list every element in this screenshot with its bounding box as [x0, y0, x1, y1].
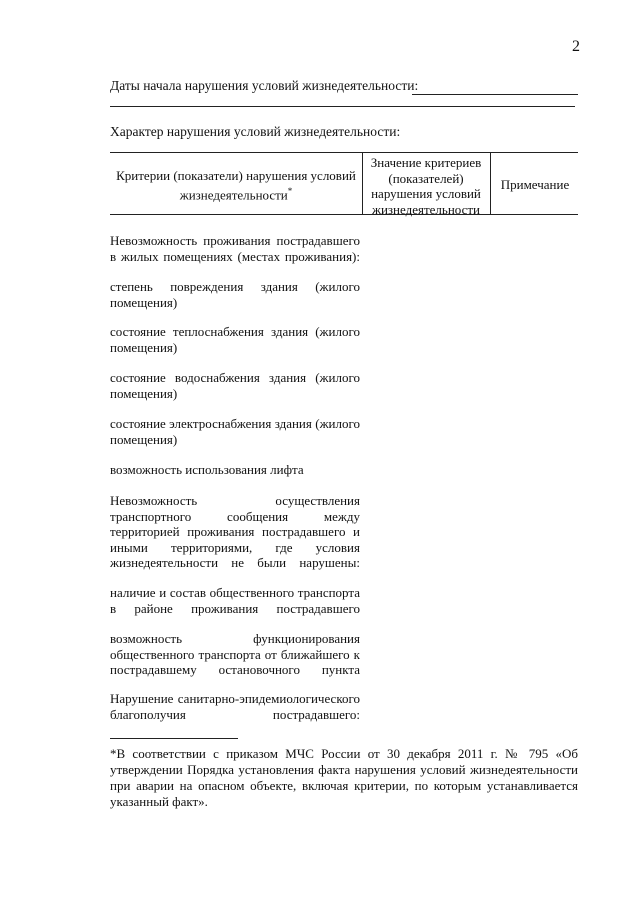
table-column-divider [362, 152, 363, 214]
table-row: возможность функционирования общественного транспорта от ближайшего к пострадавшему остановочного пункта [110, 631, 360, 677]
table-row: наличие и состав общественного транспорта в районе проживания пострадавшего [110, 585, 360, 616]
table-row: степень повреждения здания (жилого помещения) [110, 279, 360, 310]
start-dates-fill-line [412, 94, 578, 95]
table-row: Невозможность проживания пострадавшего в жилых помещениях (местах проживания): [110, 233, 360, 264]
table-row: возможность использования лифта [110, 462, 304, 477]
header-value: Значение критериев (показателей) нарушения условий жизнедеятельности [370, 155, 482, 217]
table-row: состояние теплоснабжения здания (жилого помещения) [110, 324, 360, 355]
character-label: Характер нарушения условий жизнедеятельности: [110, 124, 401, 139]
table-row: состояние водоснабжения здания (жилого помещения) [110, 370, 360, 401]
table-row: Нарушение санитарно-эпидемиологического благополучия пострадавшего: [110, 691, 360, 722]
start-dates-label: Даты начала нарушения условий жизнедеятельности: [110, 78, 419, 93]
table-header-border [110, 214, 578, 215]
page-number: 2 [572, 38, 580, 55]
header-criteria [112, 168, 360, 202]
header-note: Примечание [500, 177, 570, 192]
table-top-border [110, 152, 578, 153]
header-criteria-text: Критерии (показатели) нарушения условий жизнедеятельности [116, 168, 356, 202]
footnote-separator [110, 738, 238, 739]
table-row: состояние электроснабжения здания (жилого помещения) [110, 416, 360, 447]
table-row: Невозможность осуществления транспортного сообщения между территорией проживания пострадавшего и иными территориями, где условия жизнедеятельности не были нарушены: [110, 493, 360, 570]
footnote: *В соответствии с приказом МЧС России от 30 декабря 2011 г. № 795 «Об утверждении Порядка установления факта нарушения условий жизнедеятельности при аварии на опасном объекте, включая критерии, по которым устанавливается указанный факт». [110, 746, 578, 809]
start-dates-fill-line-2 [110, 106, 575, 107]
table-column-divider [490, 152, 491, 214]
header-criteria-mark: * [287, 185, 293, 196]
